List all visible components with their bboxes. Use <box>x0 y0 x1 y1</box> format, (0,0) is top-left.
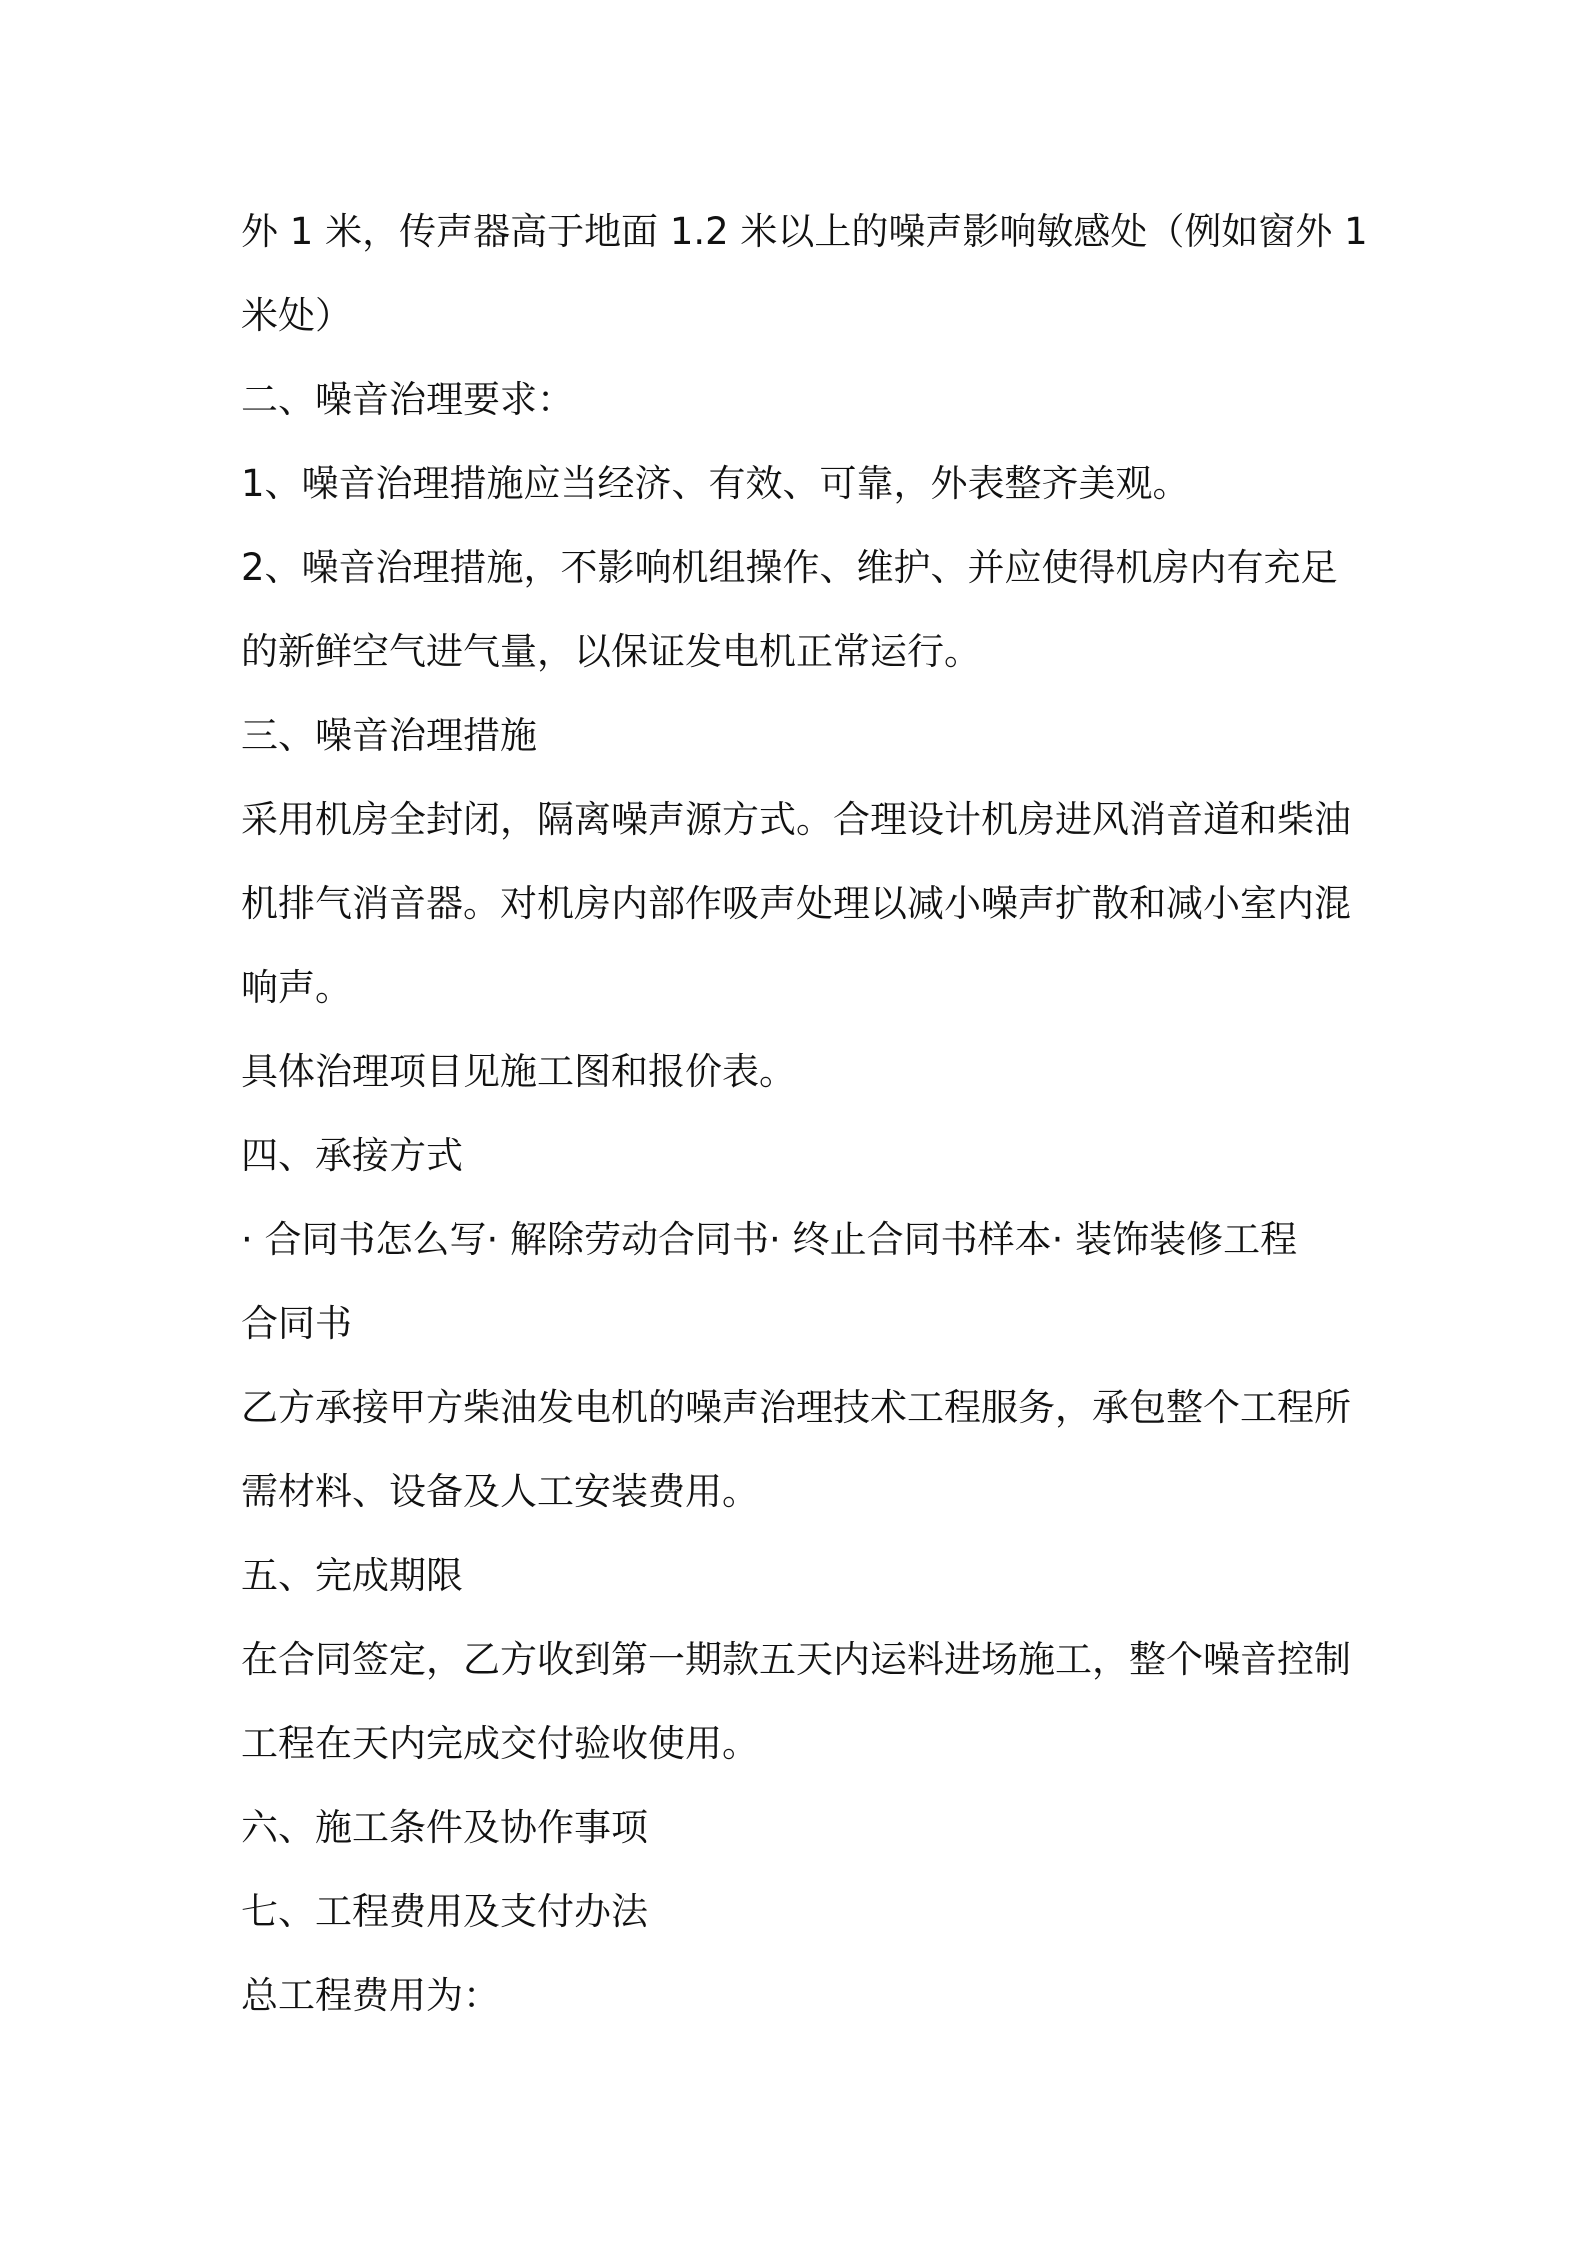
text-line: 具体治理项目见施工图和报价表。 <box>241 1050 796 1093</box>
section-heading: 六、施工条件及协作事项 <box>241 1806 648 1849</box>
text-line: 工程在天内完成交付验收使用。 <box>241 1722 759 1765</box>
text-line: 总工程费用为： <box>241 1974 500 2017</box>
text-line: 外 1 米，传声器高于地面 1.2 米以上的噪声影响敏感处（例如窗外 1 <box>241 210 1368 253</box>
section-heading: 二、噪音治理要求： <box>241 378 574 421</box>
text-line: 米处） <box>241 294 352 337</box>
text-line: 的新鲜空气进气量，以保证发电机正常运行。 <box>241 630 981 673</box>
section-heading: 五、完成期限 <box>241 1554 463 1597</box>
text-line: · 合同书怎么写· 解除劳动合同书· 终止合同书样本· 装饰装修工程 <box>241 1218 1298 1261</box>
text-line: 需材料、设备及人工安装费用。 <box>241 1470 759 1513</box>
text-line: 合同书 <box>241 1302 352 1345</box>
list-item: 2、噪音治理措施，不影响机组操作、维护、并应使得机房内有充足 <box>241 546 1338 589</box>
section-heading: 三、噪音治理措施 <box>241 714 537 757</box>
section-heading: 七、工程费用及支付办法 <box>241 1890 648 1933</box>
text-line: 采用机房全封闭，隔离噪声源方式。合理设计机房进风消音道和柴油 <box>241 798 1351 841</box>
document-body <box>241 190 1368 2038</box>
section-heading: 四、承接方式 <box>241 1134 463 1177</box>
text-line: 乙方承接甲方柴油发电机的噪声治理技术工程服务，承包整个工程所 <box>241 1386 1351 1429</box>
list-item: 1、噪音治理措施应当经济、有效、可靠，外表整齐美观。 <box>241 462 1190 505</box>
text-line: 机排气消音器。对机房内部作吸声处理以减小噪声扩散和减小室内混 <box>241 882 1351 925</box>
text-line: 在合同签定，乙方收到第一期款五天内运料进场施工，整个噪音控制 <box>241 1638 1351 1681</box>
text-line: 响声。 <box>241 966 352 1009</box>
